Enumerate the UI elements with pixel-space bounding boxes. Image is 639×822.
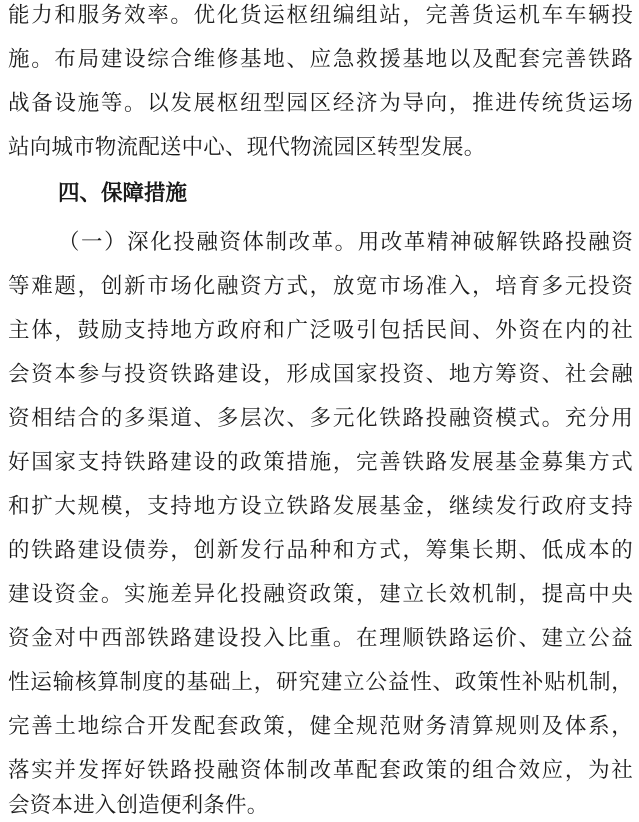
paragraph-line: 完善土地综合开发配套政策，健全规范财务清算规则及体系，	[8, 714, 633, 739]
paragraph-line: 站向城市物流配送中心、现代物流园区转型发展。	[8, 135, 486, 160]
paragraph-line: 施。布局建设综合维修基地、应急救援基地以及配套完善铁路	[8, 47, 633, 72]
paragraph-line: 资金对中西部铁路建设投入比重。在理顺铁路运价、建立公益	[8, 626, 633, 651]
paragraph-line: （一）深化投融资体制改革。用改革精神破解铁路投融资	[58, 230, 633, 255]
paragraph-line: 建设资金。实施差异化投融资政策，建立长效机制，提高中央	[8, 582, 633, 607]
paragraph-line: 性运输核算制度的基础上，研究建立公益性、政策性补贴机制，	[8, 670, 633, 695]
section-heading: 四、保障措施	[58, 181, 188, 206]
paragraph-line: 好国家支持铁路建设的政策措施，完善铁路发展基金募集方式	[8, 450, 633, 475]
paragraph-line: 资相结合的多渠道、多层次、多元化铁路投融资模式。充分用	[8, 406, 633, 431]
paragraph-line: 等难题，创新市场化融资方式，放宽市场准入，培育多元投资	[8, 274, 633, 299]
paragraph-line: 和扩大规模，支持地方设立铁路发展基金，继续发行政府支持	[8, 494, 633, 519]
paragraph-line: 会资本进入创造便利条件。	[8, 793, 269, 818]
paragraph-line: 能力和服务效率。优化货运枢纽编组站，完善货运机车车辆投	[8, 3, 633, 28]
paragraph-line: 主体，鼓励支持地方政府和广泛吸引包括民间、外资在内的社	[8, 318, 633, 343]
paragraph-line: 的铁路建设债券，创新发行品种和方式，筹集长期、低成本的	[8, 538, 633, 563]
paragraph-line: 战备设施等。以发展枢纽型园区经济为导向，推进传统货运场	[8, 91, 633, 116]
paragraph-line: 会资本参与投资铁路建设，形成国家投资、地方筹资、社会融	[8, 362, 633, 387]
paragraph-line: 落实并发挥好铁路投融资体制改革配套政策的组合效应，为社	[8, 758, 633, 783]
